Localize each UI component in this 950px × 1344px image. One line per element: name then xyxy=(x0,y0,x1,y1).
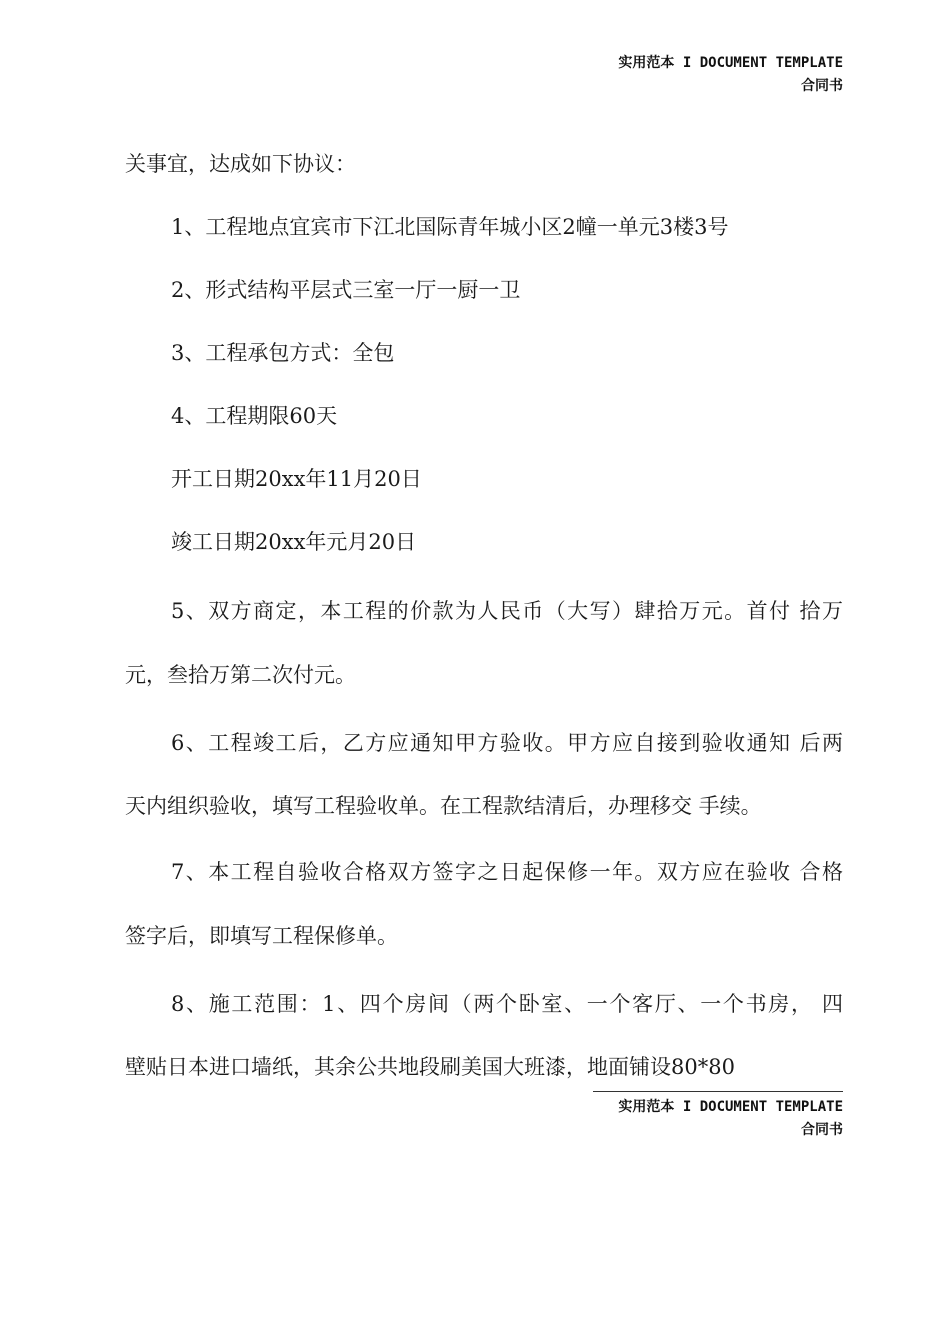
clause-4: 4、工程期限60天 xyxy=(171,404,338,428)
start-date: 开工日期20xx年11月20日 xyxy=(171,467,422,491)
page-footer xyxy=(618,1096,843,1142)
clause-7-line-2: 签字后，即填写工程保修单。 xyxy=(125,924,398,948)
clause-2: 2、形式结构平层式三室一厅一厨一卫 xyxy=(171,278,521,302)
clause-7-line-1: 7、本工程自验收合格双方签字之日起保修一年。双方应在验收 合格 xyxy=(171,860,843,884)
clause-3: 3、工程承包方式：全包 xyxy=(171,341,395,365)
header-document-type: 合同书 xyxy=(801,78,843,94)
footer-divider xyxy=(593,1091,843,1092)
end-date: 竣工日期20xx年元月20日 xyxy=(171,530,417,554)
intro-paragraph: 关事宜，达成如下协议： xyxy=(125,152,356,176)
footer-template-label: 实用范本 I DOCUMENT TEMPLATE xyxy=(618,1099,843,1115)
header-template-label: 实用范本 I DOCUMENT TEMPLATE xyxy=(618,55,843,71)
clause-6-line-1: 6、工程竣工后，乙方应通知甲方验收。甲方应自接到验收通知 后两 xyxy=(171,731,843,755)
footer-document-type: 合同书 xyxy=(801,1122,843,1138)
clause-5-line-2: 元，叁拾万第二次付元。 xyxy=(125,663,356,687)
clause-5-line-1: 5、双方商定，本工程的价款为人民币（大写）肆拾万元。首付 拾万 xyxy=(171,599,843,623)
clause-8-line-1: 8、施工范围：1、四个房间（两个卧室、一个客厅、一个书房， 四 xyxy=(171,992,843,1016)
clause-8-line-2: 壁贴日本进口墙纸，其余公共地段刷美国大班漆，地面铺设80*80 xyxy=(125,1055,735,1079)
page-header xyxy=(618,52,843,98)
clause-1: 1、工程地点宜宾市下江北国际青年城小区2幢一单元3楼3号 xyxy=(171,215,729,239)
clause-6-line-2: 天内组织验收，填写工程验收单。在工程款结清后，办理移交 手续。 xyxy=(125,794,762,818)
